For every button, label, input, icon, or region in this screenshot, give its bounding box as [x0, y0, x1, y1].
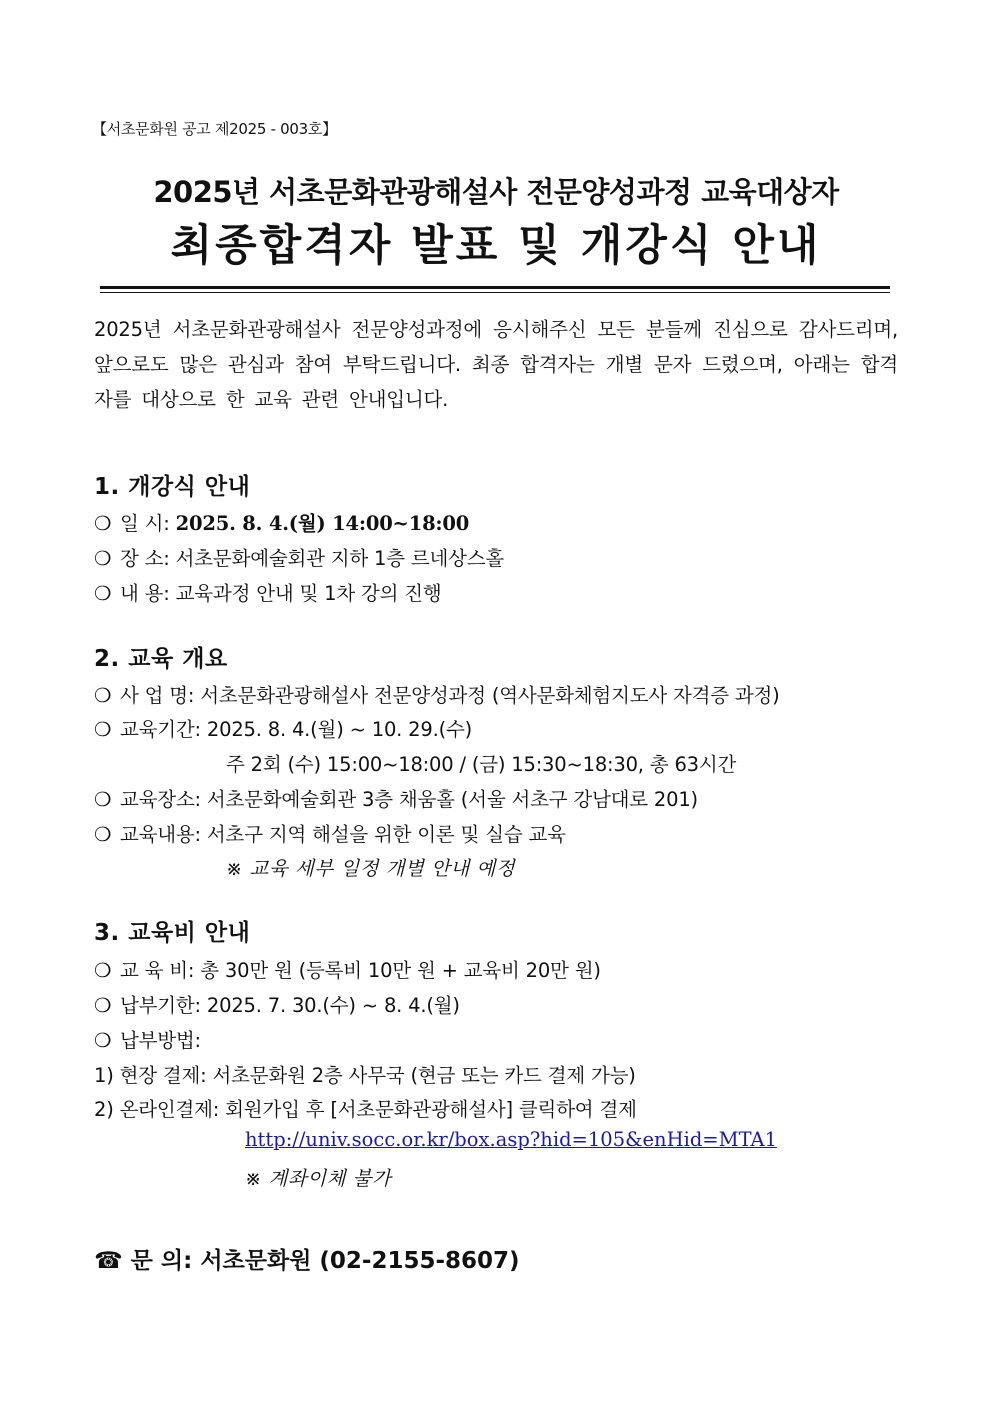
opening-place-row: [94, 543, 504, 571]
telephone-icon: ☎: [94, 1248, 123, 1274]
payment-method-row: [94, 1025, 201, 1053]
intro-paragraph: 2025년 서초문화관광해설사 전문양성과정에 응시해주신 모든 분들께 진심으로 감사드리며, 앞으로도 많은 관심과 참여 부탁드립니다. 최종 합격자는 개별 문자 드렸으며, 아래는 합격자를 대상으로 한 교육 관련 안내입니다.: [94, 318, 898, 411]
program-name-row: [94, 680, 780, 708]
program-place-row: [94, 784, 698, 812]
opening-place-value: 서초문화예술회관 지하 1층 르네상스홀: [175, 547, 505, 570]
schedule-note: ※ 교육 세부 일정 개별 안내 예정: [226, 857, 516, 880]
circle-bullet-icon: ❍: [94, 823, 112, 846]
circle-bullet-icon: ❍: [94, 994, 112, 1017]
title-divider-thick: [100, 286, 890, 289]
contact-text: 문 의: 서초문화원 (02-2155-8607): [130, 1248, 520, 1274]
program-period-detail: 주 2회 (수) 15:00~18:00 / (금) 15:30~18:30, 총 63시간: [226, 753, 737, 776]
transfer-note: ※ 계좌이체 불가: [245, 1167, 392, 1190]
fee-value: 총 30만 원 (등록비 10만 원 + 교육비 20만 원): [200, 959, 601, 982]
program-period-label: 교육기간:: [120, 718, 201, 741]
title-line-1: 2025년 서초문화관광해설사 전문양성과정 교육대상자: [153, 175, 839, 209]
circle-bullet-icon: ❍: [94, 547, 112, 570]
program-name-value: 서초문화관광해설사 전문양성과정 (역사문화체험지도사 자격증 과정): [200, 684, 780, 707]
program-place-value: 서초문화예술회관 3층 채움홀 (서울 서초구 강남대로 201): [206, 788, 698, 811]
section-3-heading: 3. 교육비 안내: [94, 920, 251, 946]
payment-deadline-value: 2025. 7. 30.(수) ~ 8. 4.(월): [206, 994, 460, 1017]
opening-content-label: 내 용:: [120, 582, 170, 605]
circle-bullet-icon: ❍: [94, 1029, 112, 1052]
payment-method-online: 2) 온라인결제: 회원가입 후 [서초문화관광해설사] 클릭하여 결제: [94, 1098, 637, 1121]
program-period-value: 2025. 8. 4.(월) ~ 10. 29.(수): [206, 718, 473, 741]
opening-place-label: 장 소:: [120, 547, 170, 570]
section-2-heading: 2. 교육 개요: [94, 646, 228, 672]
program-place-label: 교육장소:: [120, 788, 201, 811]
circle-bullet-icon: ❍: [94, 512, 112, 535]
program-period-row: [94, 714, 472, 742]
registration-link[interactable]: http://univ.socc.or.kr/box.asp?hid=105&enHid=MTA1: [245, 1128, 778, 1151]
opening-content-row: [94, 578, 442, 606]
contact-line: [94, 1242, 520, 1275]
section-1-heading: 1. 개강식 안내: [94, 474, 251, 500]
circle-bullet-icon: ❍: [94, 582, 112, 605]
program-name-label: 사 업 명:: [120, 684, 195, 707]
payment-method-label: 납부방법:: [120, 1029, 201, 1052]
opening-content-value: 교육과정 안내 및 1차 강의 진행: [175, 582, 442, 605]
fee-row: [94, 955, 601, 983]
payment-deadline-row: [94, 990, 460, 1018]
title-divider-thin: [100, 292, 890, 293]
payment-deadline-label: 납부기한:: [120, 994, 201, 1017]
opening-date-row: [94, 508, 469, 536]
program-content-row: [94, 819, 566, 847]
title-line-2: 최종합격자 발표 및 개강식 안내: [170, 221, 822, 271]
circle-bullet-icon: ❍: [94, 959, 112, 982]
opening-date-label: 일 시:: [120, 512, 170, 535]
program-content-value: 서초구 지역 해설을 위한 이론 및 실습 교육: [206, 823, 566, 846]
payment-method-onsite: 1) 현장 결제: 서초문화원 2층 사무국 (현금 또는 카드 결제 가능): [94, 1064, 636, 1087]
circle-bullet-icon: ❍: [94, 718, 112, 741]
opening-date-value: 2025. 8. 4.(월) 14:00~18:00: [175, 512, 470, 535]
circle-bullet-icon: ❍: [94, 788, 112, 811]
circle-bullet-icon: ❍: [94, 684, 112, 707]
notice-number: 【서초문화원 공고 제2025 - 003호】: [92, 120, 337, 138]
program-content-label: 교육내용:: [120, 823, 201, 846]
fee-label: 교 육 비:: [120, 959, 195, 982]
